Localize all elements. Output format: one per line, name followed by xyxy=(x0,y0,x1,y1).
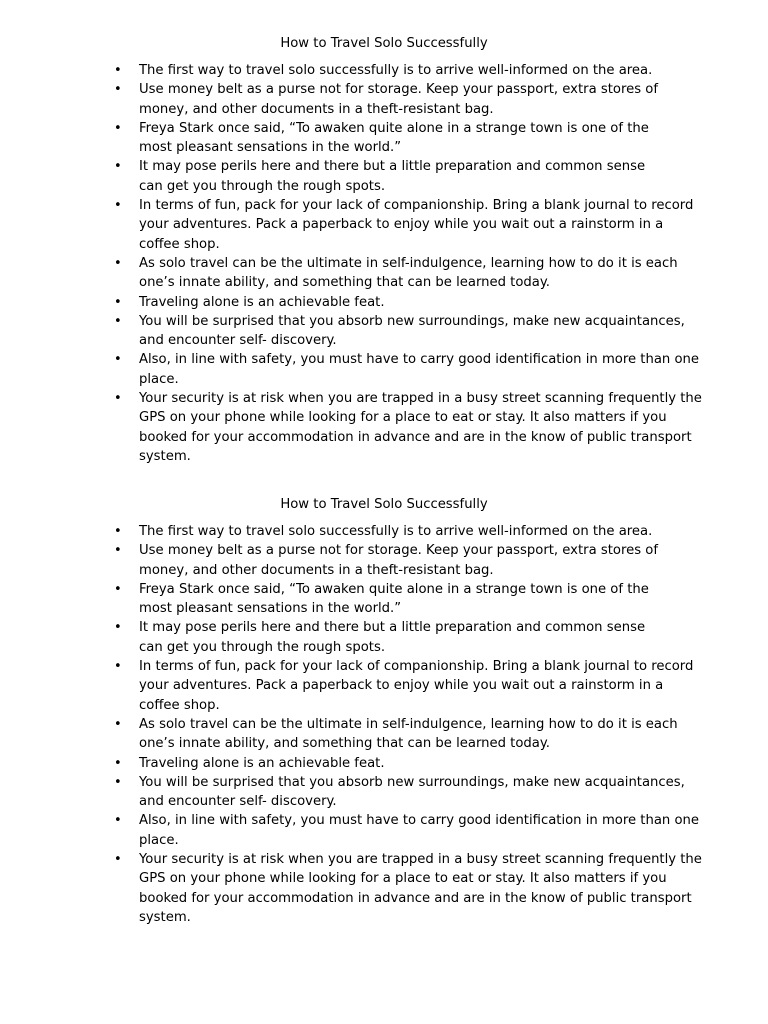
list-item-text: GPS on your phone while looking for a place to eat or stay. It also matters if you xyxy=(139,410,667,426)
list-item xyxy=(0,773,685,812)
bullet-icon: • xyxy=(114,352,122,368)
list-item-text: can get you through the rough spots. xyxy=(139,639,386,655)
list-item-text: and encounter self- discovery. xyxy=(139,794,337,810)
list-item-text: money, and other documents in a theft-resistant bag. xyxy=(139,562,494,578)
bullet-icon: • xyxy=(114,120,122,136)
list-item-text: Use money belt as a purse not for storage. Keep your passport, extra stores of xyxy=(139,82,658,98)
list-item-text: most pleasant sensations in the world.” xyxy=(139,601,402,617)
list-item-text: Your security is at risk when you are trapped in a busy street scanning frequently the xyxy=(139,391,702,407)
bullet-icon: • xyxy=(114,813,122,829)
list-item xyxy=(0,119,672,158)
list-item-text: You will be surprised that you absorb new surroundings, make new acquaintances, xyxy=(139,313,685,329)
list-item-text: The first way to travel solo successfully is to arrive well-informed on the area. xyxy=(139,524,653,539)
bullet-icon: • xyxy=(114,82,122,98)
list-item-text: one’s innate ability, and something that can be learned today. xyxy=(139,736,550,752)
list-item-text: It may pose perils here and there but a little preparation and common sense xyxy=(139,159,646,175)
bullet-list xyxy=(0,522,768,927)
list-item xyxy=(0,580,672,619)
list-item-text: The first way to travel solo successfully is to arrive well-informed on the area. xyxy=(139,63,653,78)
bullet-icon: • xyxy=(114,524,122,539)
list-item xyxy=(0,196,694,254)
list-item-text: your adventures. Pack a paperback to enjoy while you wait out a rainstorm in a xyxy=(139,217,664,233)
list-item-text: In terms of fun, pack for your lack of companionship. Bring a blank journal to record xyxy=(139,659,694,675)
list-item-text: booked for your accommodation in advance and are in the know of public transport xyxy=(139,429,692,445)
list-item-text: Your security is at risk when you are trapped in a busy street scanning frequently the xyxy=(139,852,702,868)
bullet-icon: • xyxy=(114,659,122,675)
bullet-icon: • xyxy=(114,716,122,732)
list-item-text: system. xyxy=(139,448,191,464)
list-item xyxy=(0,80,672,119)
list-item-text: can get you through the rough spots. xyxy=(139,178,386,194)
list-item-text: place. xyxy=(139,371,179,387)
bullet-icon: • xyxy=(114,774,122,790)
list-item xyxy=(0,811,699,850)
bullet-icon: • xyxy=(114,63,122,78)
bullet-icon: • xyxy=(114,255,122,271)
list-item-text: coffee shop. xyxy=(139,236,220,252)
bullet-icon: • xyxy=(114,620,122,636)
list-item-text: GPS on your phone while looking for a place to eat or stay. It also matters if you xyxy=(139,871,667,887)
bullet-list xyxy=(0,61,768,466)
bullet-icon: • xyxy=(114,313,122,329)
bullet-icon: • xyxy=(114,294,122,310)
list-item-text: Use money belt as a purse not for storage. Keep your passport, extra stores of xyxy=(139,543,658,559)
list-item xyxy=(0,157,672,196)
bullet-icon: • xyxy=(114,581,122,597)
list-item xyxy=(0,618,672,657)
list-item-text: and encounter self- discovery. xyxy=(139,333,337,349)
document-title: How to Travel Solo Successfully xyxy=(280,36,488,51)
list-item xyxy=(0,522,672,541)
list-item-text: Traveling alone is an achievable feat. xyxy=(139,294,385,310)
list-item xyxy=(0,541,672,580)
bullet-icon: • xyxy=(114,159,122,175)
list-item xyxy=(0,293,672,312)
bullet-icon: • xyxy=(114,198,122,214)
list-item-text: booked for your accommodation in advance and are in the know of public transport xyxy=(139,890,692,906)
bullet-icon: • xyxy=(114,852,122,868)
list-item-text: As solo travel can be the ultimate in self-indulgence, learning how to do it is each xyxy=(139,716,678,732)
list-item xyxy=(0,715,678,754)
list-item-text: place. xyxy=(139,832,179,848)
list-item xyxy=(0,754,672,773)
list-item-text: your adventures. Pack a paperback to enjoy while you wait out a rainstorm in a xyxy=(139,678,664,694)
list-item-text: most pleasant sensations in the world.” xyxy=(139,140,402,156)
document-title: How to Travel Solo Successfully xyxy=(280,497,488,512)
list-item-text: Traveling alone is an achievable feat. xyxy=(139,755,385,771)
document-section-1 xyxy=(0,35,768,466)
bullet-icon: • xyxy=(114,391,122,407)
list-item-text: Also, in line with safety, you must have to carry good identification in more than one xyxy=(139,813,699,829)
list-item-text: Freya Stark once said, “To awaken quite alone in a strange town is one of the xyxy=(139,120,649,136)
list-item xyxy=(0,254,678,293)
bullet-icon: • xyxy=(114,755,122,771)
list-item xyxy=(0,389,702,466)
list-item-text: Also, in line with safety, you must have to carry good identification in more than one xyxy=(139,352,699,368)
list-item-text: one’s innate ability, and something that can be learned today. xyxy=(139,275,550,291)
list-item-text: system. xyxy=(139,909,191,925)
list-item-text: money, and other documents in a theft-resistant bag. xyxy=(139,101,494,117)
list-item xyxy=(0,850,702,927)
list-item-text: Freya Stark once said, “To awaken quite alone in a strange town is one of the xyxy=(139,581,649,597)
list-item-text: You will be surprised that you absorb new surroundings, make new acquaintances, xyxy=(139,774,685,790)
list-item xyxy=(0,350,699,389)
list-item-text: As solo travel can be the ultimate in self-indulgence, learning how to do it is each xyxy=(139,255,678,271)
list-item-text: It may pose perils here and there but a little preparation and common sense xyxy=(139,620,646,636)
list-item xyxy=(0,657,694,715)
list-item-text: In terms of fun, pack for your lack of companionship. Bring a blank journal to record xyxy=(139,198,694,214)
bullet-icon: • xyxy=(114,543,122,559)
list-item-text: coffee shop. xyxy=(139,697,220,713)
list-item xyxy=(0,61,672,80)
document-section-2 xyxy=(0,496,768,927)
list-item xyxy=(0,312,685,351)
